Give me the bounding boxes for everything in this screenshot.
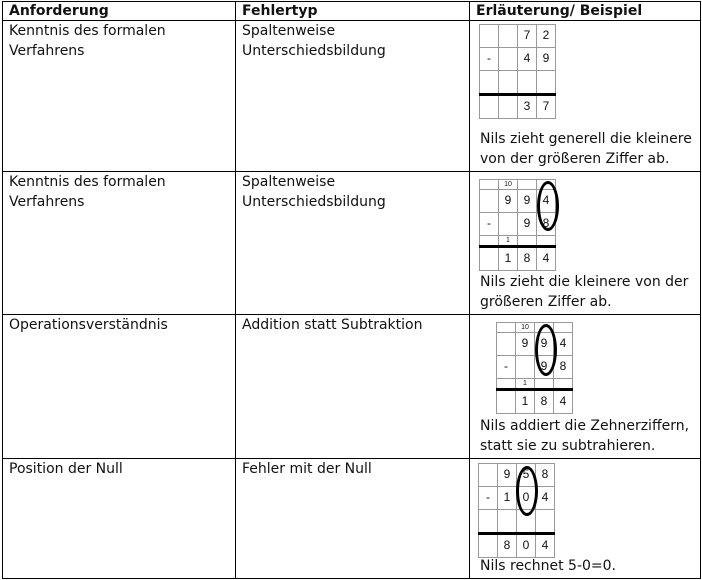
header-fehlertyp: Fehlertyp [236,2,470,21]
table-row [3,459,701,579]
example-caption: Nils addiert die Zehnerziffern, statt sie zu subtrahieren. [480,418,690,454]
error-type-cell: Spaltenweise Unterschiedsbildung [236,21,470,172]
requirement-cell: Operationsverständnis [3,315,236,459]
example-caption: Nils zieht generell die kleinere von der größeren Ziffer ab. [480,131,692,167]
subtraction-grid: 9 5 8 - 1 0 4 8 0 4 [478,463,555,558]
example-cell [470,21,701,172]
example-caption: Nils rechnet 5-0=0. [480,558,617,574]
example-cell [470,172,701,315]
error-analysis-table [2,1,701,579]
subtraction-grid: 10 9 9 4 - 9 8 1 1 8 4 [479,179,556,271]
header-anforderung: Anforderung [3,2,236,21]
example-caption: Nils zieht die kleinere von der größeren Ziffer ab. [480,274,689,310]
error-type-cell: Spaltenweise Unterschiedsbildung [236,172,470,315]
highlight-ellipse [516,466,538,516]
error-type-cell: Addition statt Subtraktion [236,315,470,459]
highlight-ellipse [537,181,559,231]
requirement-cell: Kenntnis des formalen Verfahrens [3,21,236,172]
example-cell [470,459,701,579]
requirement-cell: Position der Null [3,459,236,579]
subtraction-grid: 7 2 - 4 9 3 7 [479,24,556,119]
example-cell [470,315,701,459]
subtraction-grid: 10 9 9 4 - 9 8 1 1 8 4 [496,322,573,414]
error-type-cell: Fehler mit der Null [236,459,470,579]
table-row [3,315,701,459]
header-erlaeuterung: Erläuterung/ Beispiel [470,2,701,21]
table-header-row [3,2,701,21]
highlight-ellipse [535,324,557,376]
table-row [3,21,701,172]
requirement-cell: Kenntnis des formalen Verfahrens [3,172,236,315]
table-row [3,172,701,315]
